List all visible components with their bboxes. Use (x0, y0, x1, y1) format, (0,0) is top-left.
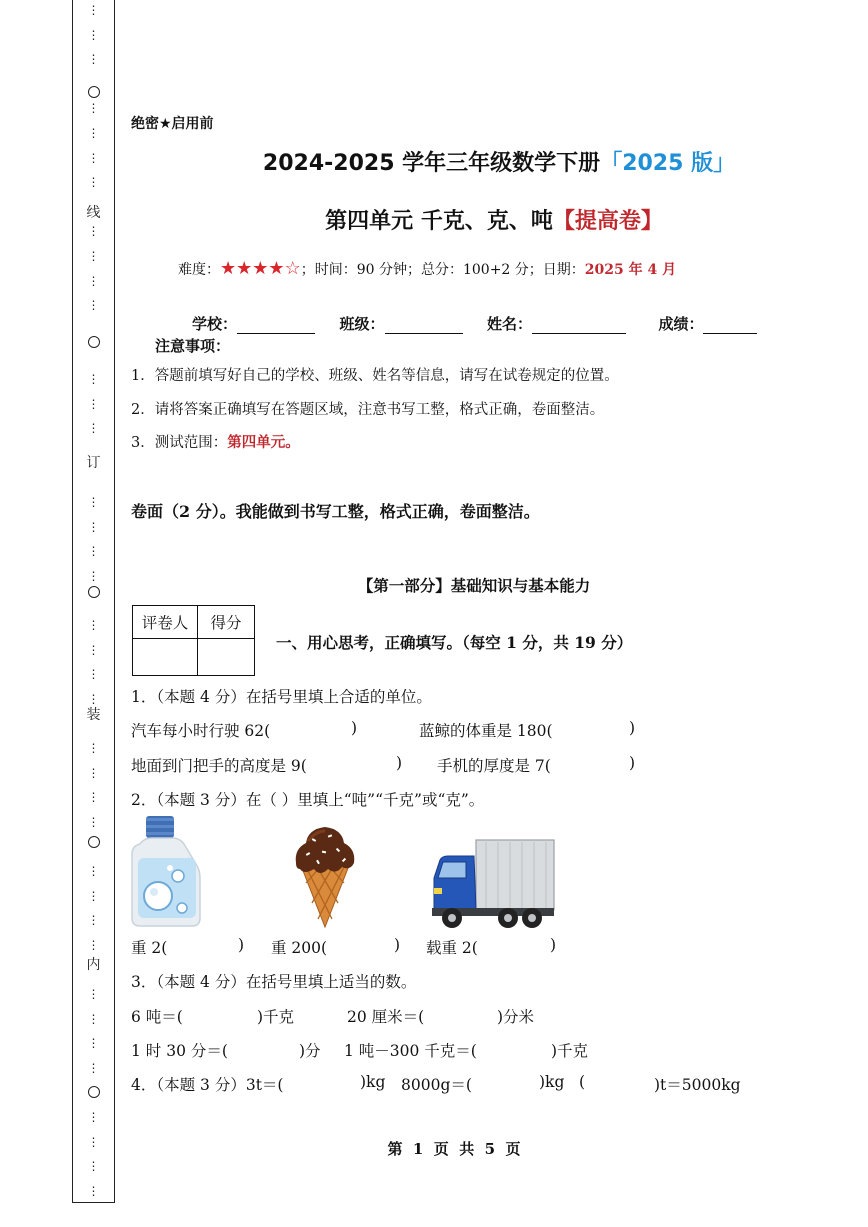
binding-hole-icon (88, 836, 100, 848)
q2-c: 载重 2( (426, 939, 478, 957)
binding-dots: ⋮ (87, 519, 100, 534)
reviewer-header: 评卷人 (133, 606, 198, 639)
binding-dots: ⋮ (87, 642, 100, 657)
section-1-title: 一、用心思考，正确填写。（每空 1 分，共 19 分） (276, 633, 633, 652)
star-filled-icon: ★ (268, 258, 285, 279)
part1-title: 【第一部分】基础知识与基本能力 (357, 576, 591, 595)
binding-char: 装 (86, 707, 101, 723)
q2-a-close: ) (238, 936, 245, 954)
binding-hole-icon (88, 336, 100, 348)
grading-table (132, 605, 255, 676)
q3-d-close: )千克 (551, 1042, 589, 1060)
subtitle-tag: 【提高卷】 (552, 209, 663, 234)
binding-dots: ⋮ (87, 396, 100, 411)
q3-a-close: )千克 (257, 1008, 295, 1026)
binding-dots: ⋮ (87, 298, 100, 313)
binding-dots: ⋮ (87, 1110, 100, 1124)
page-subtitle (0, 204, 868, 239)
q1-d-close: ) (629, 754, 636, 772)
title-main: 2024-2025 学年三年级数学下册 (262, 151, 601, 176)
binding-dots: ⋮ (87, 27, 100, 42)
star-filled-icon: ★ (252, 258, 269, 279)
class-label: 班级： (339, 315, 385, 333)
binding-dots: ⋮ (87, 1011, 100, 1026)
q3-c-open: 1 时 30 分＝( (131, 1042, 228, 1060)
binding-dots: ⋮ (87, 273, 100, 288)
binding-dots: ⋮ (87, 1060, 100, 1075)
q4-c-open: ( (579, 1073, 586, 1091)
q1-b: 蓝鲸的体重是 180( (419, 722, 553, 740)
q2-stem: 2．（本题 3 分）在（ ）里填上“吨”“千克”或“克”。 (131, 791, 485, 809)
note-item-3 (131, 431, 300, 452)
note-item-2: 2．请将答案正确填写在答题区域，注意书写工整，格式正确，卷面整洁。 (131, 402, 605, 418)
detergent-bottle-icon (130, 814, 202, 928)
binding-dots: ⋮ (87, 568, 100, 583)
binding-dots: ⋮ (87, 372, 100, 386)
score-cell[interactable] (198, 639, 255, 676)
q3-stem: 3．（本题 4 分）在括号里填上适当的数。 (131, 973, 417, 991)
school-label: 学校： (192, 315, 238, 333)
binding-dots: ⋮ (87, 52, 100, 67)
binding-dots: ⋮ (87, 667, 100, 682)
binding-dots: ⋮ (87, 1159, 100, 1174)
page-footer: 第 1 页 共 5 页 (387, 1140, 521, 1158)
exam-info-time: ；时间：90 分钟；总分：100+2 分；日期： (300, 262, 585, 278)
q4-b-close: )kg (539, 1073, 565, 1091)
q3-a-open: 6 吨＝( (131, 1008, 183, 1026)
binding-dots: ⋮ (87, 495, 100, 509)
q2-b: 重 200( (271, 939, 328, 957)
q1-stem: 1．（本题 4 分）在括号里填上合适的单位。 (131, 688, 432, 706)
q2-b-close: ) (394, 936, 401, 954)
binding-dots: ⋮ (87, 421, 100, 436)
binding-dots: ⋮ (87, 987, 100, 1001)
q4-a-open: 4．（本题 3 分）3t＝( (131, 1076, 284, 1094)
binding-dots: ⋮ (87, 814, 100, 829)
q2-c-close: ) (550, 936, 557, 954)
q1-c-close: ) (396, 754, 403, 772)
q2-a: 重 2( (131, 939, 168, 957)
note-item-3-prefix: 3．测试范围： (131, 435, 228, 451)
class-field[interactable] (385, 317, 463, 334)
star-empty-icon: ☆ (284, 258, 301, 279)
binding-dots: ⋮ (87, 888, 100, 903)
binding-dots: ⋮ (87, 913, 100, 928)
q1-c: 地面到门把手的高度是 9( (131, 757, 307, 775)
q3-b-close: )分米 (497, 1008, 535, 1026)
binding-dots: ⋮ (87, 741, 100, 755)
note-item-1: 1．答题前填写好自己的学校、班级、姓名等信息，请写在试卷规定的位置。 (131, 368, 619, 384)
q4-c-close: )t＝5000kg (654, 1076, 741, 1094)
binding-margin (72, 0, 115, 1203)
subtitle-main: 第四单元 千克、克、吨 (325, 209, 553, 234)
binding-hole-icon (88, 86, 100, 98)
neatness-statement: 卷面（2 分）。我能做到书写工整，格式正确，卷面整洁。 (131, 502, 540, 521)
binding-char: 线 (86, 205, 101, 221)
q1-a: 汽车每小时行驶 62( (131, 722, 271, 740)
q1-b-close: ) (629, 719, 636, 737)
binding-dots: ⋮ (87, 101, 100, 116)
notes-heading: 注意事项： (155, 337, 231, 355)
binding-dots: ⋮ (87, 1036, 100, 1051)
secret-label: 绝密★启用前 (131, 116, 214, 132)
binding-char: 订 (86, 455, 101, 471)
page-title (0, 146, 868, 177)
binding-dots: ⋮ (87, 150, 100, 165)
truck-icon (430, 838, 556, 930)
difficulty-stars (220, 258, 301, 279)
binding-dots: ⋮ (87, 864, 100, 878)
name-label: 姓名： (486, 315, 532, 333)
title-edition: 「2025 版」 (600, 151, 736, 176)
binding-dots: ⋮ (87, 1183, 100, 1198)
binding-dots: ⋮ (87, 249, 100, 263)
q1-d: 手机的厚度是 7( (437, 757, 551, 775)
exam-info-line (178, 258, 676, 279)
star-filled-icon: ★ (236, 258, 253, 279)
ice-cream-cone-icon (292, 823, 358, 929)
student-info-row (192, 313, 757, 334)
binding-dots: ⋮ (87, 175, 100, 190)
binding-dots: ⋮ (87, 1134, 100, 1149)
score-field[interactable] (703, 317, 757, 334)
binding-dots: ⋮ (87, 544, 100, 559)
binding-char: 内 (86, 957, 101, 973)
score-label: 成绩： (658, 315, 704, 333)
score-header: 得分 (198, 606, 255, 639)
exam-date: 2025 年 4 月 (584, 262, 677, 278)
binding-dots: ⋮ (87, 790, 100, 805)
binding-dots: ⋮ (87, 126, 100, 140)
q4-b-open: 8000g＝( (401, 1076, 472, 1094)
binding-dots: ⋮ (87, 224, 100, 239)
reviewer-cell[interactable] (133, 639, 198, 676)
q3-c-close: )分 (299, 1042, 321, 1060)
binding-dots: ⋮ (87, 691, 100, 706)
note-item-3-scope: 第四单元。 (227, 434, 300, 451)
q3-b-open: 20 厘米＝( (347, 1008, 425, 1026)
school-field[interactable] (237, 317, 315, 334)
q1-a-close: ) (351, 719, 358, 737)
binding-hole-icon (88, 1086, 100, 1098)
binding-dots: ⋮ (87, 618, 100, 632)
star-filled-icon: ★ (220, 258, 237, 279)
binding-dots: ⋮ (87, 3, 100, 17)
binding-dots: ⋮ (87, 937, 100, 952)
q3-d-open: 1 吨－300 千克＝( (344, 1042, 477, 1060)
binding-dots: ⋮ (87, 765, 100, 780)
difficulty-label: 难度： (178, 262, 220, 278)
name-field[interactable] (532, 317, 626, 334)
q4-a-close: )kg (360, 1073, 386, 1091)
